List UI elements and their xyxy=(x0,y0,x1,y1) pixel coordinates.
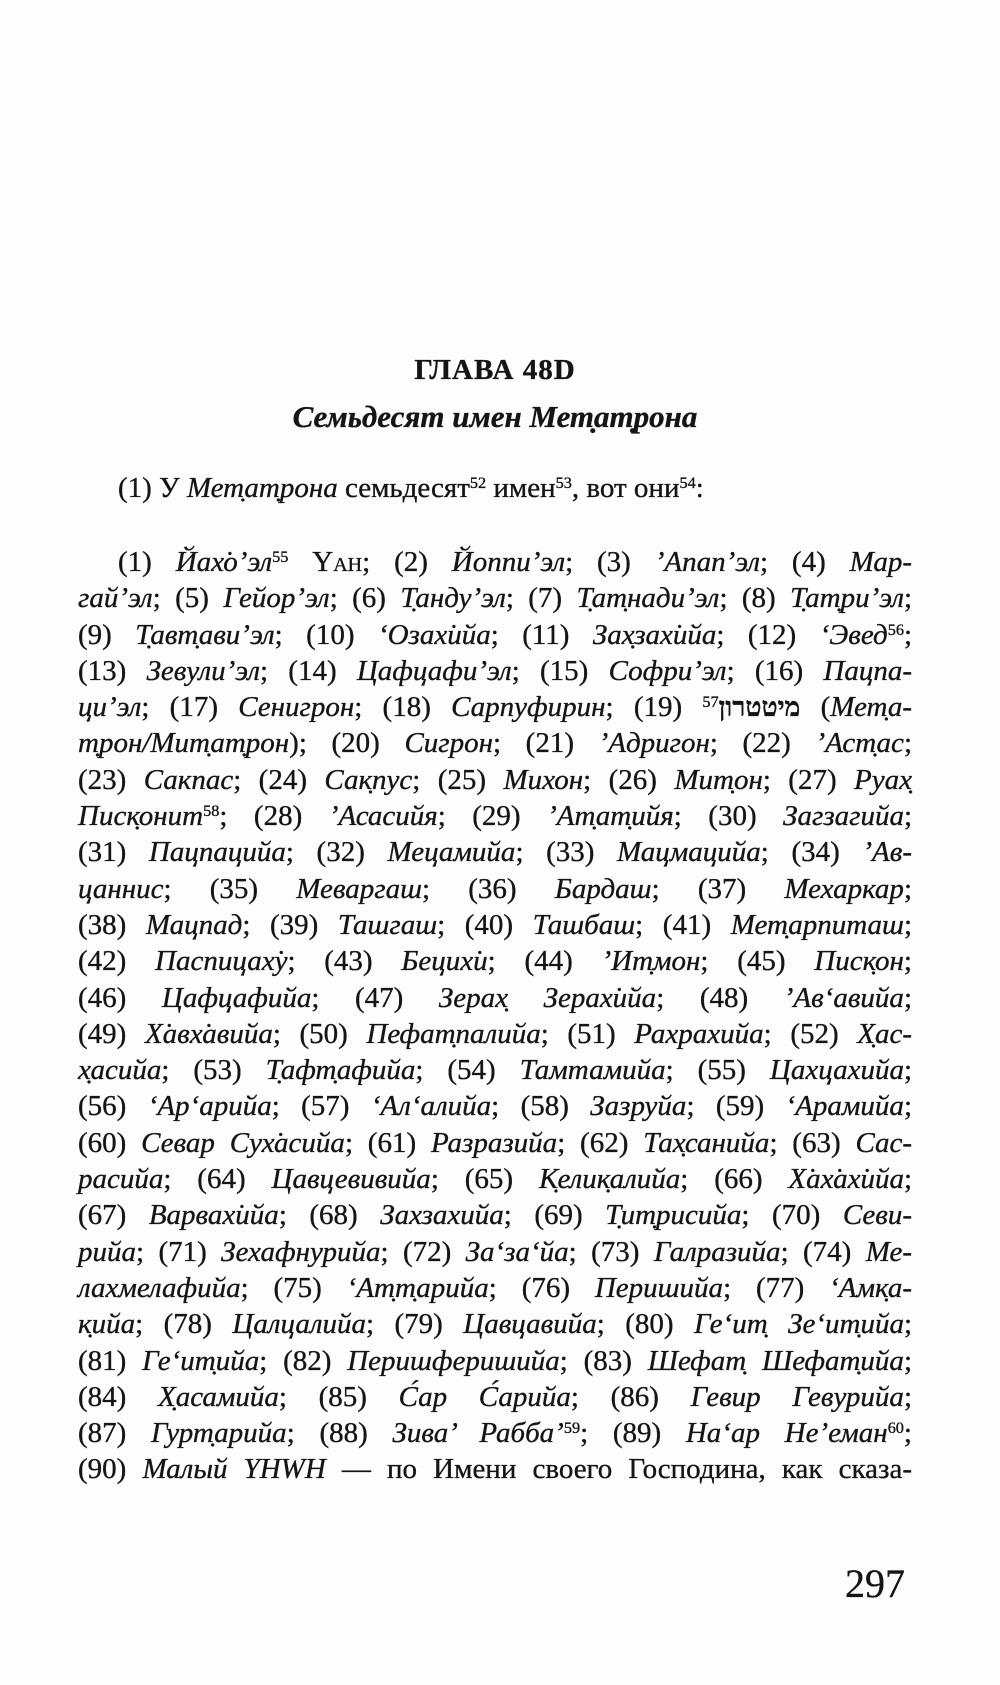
italic-name: ’Адригон xyxy=(598,727,710,760)
italic-name: Ташбаш xyxy=(532,908,636,941)
text-line xyxy=(78,943,912,979)
italic-name: Шефат̣ Шефат̣ийа xyxy=(647,1344,904,1377)
text-line xyxy=(78,1088,912,1124)
text-line xyxy=(78,1125,912,1161)
italic-name: Цахцахийа xyxy=(769,1054,904,1087)
italic-name: Бецих̇и xyxy=(401,945,488,978)
text-run xyxy=(288,546,312,578)
italic-name: С́ар С́арийа xyxy=(398,1380,571,1413)
italic-name: Михон xyxy=(503,763,584,796)
hebrew-word: מיטטרון xyxy=(718,692,801,723)
text-line xyxy=(78,1052,912,1088)
text-run: (56) xyxy=(78,1090,148,1123)
italic-name: х̣асийа xyxy=(78,1054,162,1087)
text-run: ; (54) xyxy=(415,1054,520,1087)
small-caps-text: Yah xyxy=(312,546,363,578)
italic-name: Сенигрон xyxy=(238,691,355,724)
italic-name: Цафцафи’эл xyxy=(356,654,512,687)
text-run: (9) xyxy=(78,618,136,651)
italic-name: ’Ав‘авийа xyxy=(783,981,904,1014)
text-run: ; (45) xyxy=(700,945,815,978)
italic-name: Мехаркар xyxy=(784,872,904,905)
text-run: ; xyxy=(903,1380,912,1413)
footnote-ref: 59 xyxy=(563,1419,581,1438)
text-run: ; (52) xyxy=(763,1017,858,1050)
italic-name: Йоппи’эл xyxy=(451,546,566,578)
text-run: ); (20) xyxy=(289,727,405,760)
italic-name: Зерах̣ Зерах̇ийа xyxy=(438,981,657,1014)
italic-name: Зехафнурийа xyxy=(221,1235,381,1268)
footnote-ref: 58 xyxy=(203,802,220,821)
intro-paragraph xyxy=(118,470,912,506)
text-line xyxy=(78,834,912,870)
italic-name: Бардаш xyxy=(554,872,652,905)
italic-name: Т̣авт̣ави’эл xyxy=(135,618,275,651)
text-run: ; (78) xyxy=(135,1308,233,1341)
text-run: семьдесят xyxy=(337,472,470,504)
text-run: ; xyxy=(903,908,913,941)
italic-name: цаннис xyxy=(78,872,164,905)
text-run: ; (12) xyxy=(716,618,820,651)
text-run: ; (39) xyxy=(242,908,338,941)
text-line xyxy=(78,1016,912,1052)
text-run: ( xyxy=(800,691,831,724)
text-run: ; (69) xyxy=(503,1199,606,1232)
italic-name: Мацмацийа xyxy=(617,836,761,869)
chapter-title: Семьдесят имен Мет̣ат̣рона xyxy=(292,399,698,434)
text-run: ; (76) xyxy=(488,1271,595,1304)
text-run: ; (6) xyxy=(329,582,401,615)
text-run: ; (32) xyxy=(285,836,388,869)
footnote-ref: 53 xyxy=(555,474,572,493)
text-run: ; (58) xyxy=(491,1090,591,1123)
italic-name: ’Ит̣мон xyxy=(601,945,701,978)
italic-name: Захзахийа xyxy=(380,1199,504,1232)
text-run: ; (16) xyxy=(726,654,824,687)
text-run: ; (64) xyxy=(163,1163,272,1196)
italic-name: На‘ар Не’еман xyxy=(685,1417,888,1450)
text-run: ; (47) xyxy=(311,981,439,1014)
text-line xyxy=(78,1415,912,1451)
italic-name: Т̣ат̣нади’эл xyxy=(576,582,720,615)
italic-name: ’Апап’эл xyxy=(654,546,760,578)
text-run: ; (29) xyxy=(437,800,548,833)
text-run: ; (37) xyxy=(651,872,785,905)
italic-name: ’Ат̣ат̣ийя xyxy=(547,800,674,833)
text-run: ; (66) xyxy=(680,1163,789,1196)
text-run: имен xyxy=(486,472,556,504)
text-run: (87) xyxy=(78,1417,152,1450)
text-run: ; (26) xyxy=(583,763,675,796)
italic-name: Гейор’эл xyxy=(223,582,330,615)
text-run: ; (55) xyxy=(665,1054,770,1087)
text-run: ; (61) xyxy=(344,1126,431,1159)
italic-name: Т̣ат̣ри’эл xyxy=(790,582,904,615)
text-run: ; (71) xyxy=(136,1235,222,1268)
text-run: (60) xyxy=(78,1126,142,1159)
italic-name: Т̣анду’эл xyxy=(400,582,506,615)
text-run: ; (27) xyxy=(762,763,855,796)
text-run: ; (53) xyxy=(161,1054,266,1087)
text-run: ; (41) xyxy=(635,908,731,941)
italic-name: Галразийа xyxy=(653,1235,781,1268)
text-run: ; (8) xyxy=(719,582,791,615)
text-run: ; (72) xyxy=(380,1235,466,1268)
text-run: ; (33) xyxy=(515,836,618,869)
text-line xyxy=(78,653,912,689)
text-run: (38) xyxy=(78,908,146,941)
text-line xyxy=(78,1343,912,1379)
italic-name: Зевули’эл xyxy=(146,654,260,687)
text-run: (42) xyxy=(78,945,156,978)
text-run: ; xyxy=(903,1163,913,1196)
text-run: ; (85) xyxy=(278,1380,399,1413)
italic-name: расийа xyxy=(78,1163,164,1196)
italic-name: Цафцафийа xyxy=(161,981,312,1014)
italic-name: гай’эл xyxy=(78,582,153,615)
text-run: ; (88) xyxy=(286,1417,393,1450)
italic-name: Севар Сух̇асийа xyxy=(141,1126,345,1159)
footnote-ref: 57 xyxy=(702,693,719,712)
text-run: (67) xyxy=(78,1199,149,1232)
italic-name: Ге‘ит̣ Зе‘ит̣ийа xyxy=(694,1308,904,1341)
text-run: ; xyxy=(903,1308,913,1341)
italic-name: ‘Ар‘арийа xyxy=(147,1090,272,1123)
text-run: (1) xyxy=(118,546,176,578)
italic-name: К̣елик̣алийа xyxy=(538,1163,681,1196)
text-run: , вот они xyxy=(571,472,680,504)
text-run: ; xyxy=(903,800,913,833)
text-run: ; (65) xyxy=(430,1163,539,1196)
italic-name: Йах̇о’эл xyxy=(175,546,273,578)
footnote-ref: 54 xyxy=(679,474,696,493)
text-run: ; (44) xyxy=(487,945,602,978)
text-line xyxy=(78,1234,912,1270)
text-run: ; (18) xyxy=(354,691,452,724)
text-line xyxy=(78,617,912,653)
text-run: ; (34) xyxy=(760,836,863,869)
text-run: ; (74) xyxy=(780,1235,866,1268)
text-run: ; (50) xyxy=(272,1017,367,1050)
text-line xyxy=(78,980,912,1016)
names-list-paragraph xyxy=(78,544,912,1488)
italic-name: ‘Эвед xyxy=(819,618,888,651)
text-run: ; (63) xyxy=(769,1126,856,1159)
italic-name: Малый YHWH xyxy=(142,1453,326,1486)
footnote-ref: 56 xyxy=(887,620,904,639)
italic-name: Тамтамийа xyxy=(519,1054,666,1087)
italic-name: Ме- xyxy=(865,1235,913,1268)
italic-name: Писк̣онит xyxy=(78,800,204,833)
footnote-ref: 52 xyxy=(469,474,487,493)
italic-name: Мет̣а- xyxy=(830,691,912,724)
text-run: ; (70) xyxy=(741,1199,843,1232)
italic-name: Т̣ит̣рисийа xyxy=(605,1199,742,1232)
text-run: (49) xyxy=(78,1017,145,1050)
text-run: ; (4) xyxy=(759,546,850,578)
text-run: ; (48) xyxy=(656,981,784,1014)
text-run: ; (57) xyxy=(271,1090,371,1123)
italic-name: Х̣ас- xyxy=(857,1017,912,1050)
text-run: (23) xyxy=(78,763,144,796)
italic-name: ’Аст̣ас xyxy=(815,727,904,760)
italic-name: лахмелафийа xyxy=(78,1271,241,1304)
italic-name: Зазруйа xyxy=(590,1090,687,1123)
text-line xyxy=(78,1270,912,1306)
text-run: ; (25) xyxy=(412,763,504,796)
text-run: ; (89) xyxy=(580,1417,686,1450)
text-run: ; (40) xyxy=(437,908,533,941)
text-run: ; xyxy=(903,1417,912,1450)
text-run: ; (82) xyxy=(259,1344,348,1377)
italic-name: За‘за‘йа xyxy=(465,1235,569,1268)
italic-name: Мет̣ат̣рона xyxy=(186,472,338,504)
text-run: ; (79) xyxy=(365,1308,464,1341)
italic-name: Мит̣он xyxy=(674,763,763,796)
text-run: ; (14) xyxy=(260,654,357,687)
text-run: ; xyxy=(903,727,912,760)
text-run: ; xyxy=(903,618,912,651)
text-run: ; (17) xyxy=(141,691,239,724)
italic-name: Мет̣арпиташ xyxy=(730,908,904,941)
text-run: (1) У xyxy=(118,472,187,504)
italic-name: Ге‘ит̣ийа xyxy=(142,1344,260,1377)
text-run: ; (36) xyxy=(422,872,555,905)
italic-name: Софри’эл xyxy=(608,654,727,687)
page-number: 297 xyxy=(845,1561,905,1606)
italic-name: ‘Озах̇ийа xyxy=(377,618,491,651)
italic-name: Сигрон xyxy=(404,727,493,760)
text-line xyxy=(78,580,912,616)
italic-name: ’Ав- xyxy=(862,836,912,869)
italic-name: Пацпацийа xyxy=(148,836,286,869)
text-line xyxy=(78,1306,912,1342)
italic-name: Сарпуфирин xyxy=(451,691,606,724)
text-line xyxy=(78,798,912,834)
italic-name: Севи- xyxy=(842,1199,912,1232)
italic-name: Зах̣зах̇ийа xyxy=(592,618,717,651)
italic-name: ’Асасийя xyxy=(328,800,438,833)
text-run: ; (7) xyxy=(505,582,577,615)
text-run: ; (35) xyxy=(163,872,297,905)
italic-name: Загзагийа xyxy=(783,800,904,833)
italic-name: Пацпа- xyxy=(823,654,913,687)
text-run: ; (2) xyxy=(362,546,452,578)
italic-name: Х̇ах̇ах̇ийа xyxy=(788,1163,904,1196)
italic-name: Разразийа xyxy=(430,1126,558,1159)
chapter-heading: ГЛАВА 48D xyxy=(414,354,576,386)
text-run: ; (51) xyxy=(540,1017,635,1050)
italic-name: Пефат̣палийа xyxy=(366,1017,541,1050)
text-run: ; (68) xyxy=(278,1199,381,1232)
italic-name: Сакпас xyxy=(143,763,234,796)
text-run: ; (43) xyxy=(287,945,402,978)
italic-name: Мецамийа xyxy=(387,836,516,869)
italic-name: к̣ийа xyxy=(78,1308,136,1341)
italic-name: Гевир Гевурийа xyxy=(690,1380,904,1413)
text-line xyxy=(78,871,912,907)
text-run: ; (5) xyxy=(152,582,224,615)
text-run: ; (3) xyxy=(565,546,655,578)
text-run: (84) xyxy=(78,1380,158,1413)
text-line xyxy=(78,907,912,943)
text-line xyxy=(78,1379,912,1415)
italic-name: Цавцавийа xyxy=(463,1308,597,1341)
italic-name: Паспицах̇у xyxy=(155,945,288,978)
italic-name: Меваргаш xyxy=(296,872,422,905)
text-run: — по Имени своего Господина, как сказа- xyxy=(325,1453,912,1486)
italic-name: Х̇авх̇авийа xyxy=(144,1017,273,1050)
text-run: ; xyxy=(903,872,912,905)
italic-name: ци’эл xyxy=(78,691,142,724)
text-run: ; (28) xyxy=(219,800,329,833)
text-run: ; xyxy=(903,981,912,1014)
italic-name: Рахрахийа xyxy=(634,1017,764,1050)
italic-name: Т̣афт̣афийа xyxy=(265,1054,416,1087)
italic-name: Цавцевивийа xyxy=(271,1163,431,1196)
italic-name: рийа xyxy=(78,1235,136,1268)
italic-name: Цалцалийа xyxy=(232,1308,366,1341)
italic-name: Гурт̣арийа xyxy=(151,1417,287,1450)
italic-name: ‘Ал‘алийа xyxy=(370,1090,492,1123)
italic-name: Тах̣санийа xyxy=(643,1126,770,1159)
text-run: (81) xyxy=(78,1344,143,1377)
text-run: ; xyxy=(903,582,913,615)
italic-name: Х̣асамийа xyxy=(158,1380,279,1413)
text-run: (90) xyxy=(78,1453,143,1486)
text-line xyxy=(78,1161,912,1197)
italic-name: Варвах̇ийа xyxy=(148,1199,279,1232)
text-run: ; (11) xyxy=(490,618,593,651)
text-line xyxy=(78,725,912,761)
text-run: ; (24) xyxy=(233,763,325,796)
footnote-ref: 60 xyxy=(887,1419,904,1438)
text-run: ; (73) xyxy=(568,1235,654,1268)
text-run: ; (15) xyxy=(511,654,609,687)
text-line xyxy=(78,762,912,798)
text-run: (46) xyxy=(78,981,162,1014)
text-run: ; (86) xyxy=(570,1380,691,1413)
italic-name: Сас- xyxy=(855,1126,913,1159)
text-run: ; xyxy=(903,945,912,978)
text-run: ; xyxy=(903,1054,913,1087)
text-run: ; (10) xyxy=(274,618,378,651)
text-run: ; (22) xyxy=(709,727,816,760)
italic-name: Ташгаш xyxy=(337,908,438,941)
italic-name: Зива’ Рабба’ xyxy=(392,1417,564,1450)
italic-name: ‘Амк̣а- xyxy=(829,1271,912,1304)
text-run: ; (30) xyxy=(673,800,784,833)
italic-name: Мацпад xyxy=(145,908,243,941)
footnote-ref: 55 xyxy=(272,548,289,567)
text-line xyxy=(78,1451,912,1487)
text-run: (13) xyxy=(78,654,147,687)
text-line xyxy=(78,689,912,725)
text-run: ; (77) xyxy=(723,1271,830,1304)
text-run: : xyxy=(695,472,704,504)
italic-name: Руах̣ xyxy=(854,763,912,796)
italic-name: Писк̣он xyxy=(814,945,904,978)
italic-name: ‘Арамийа xyxy=(785,1090,904,1123)
text-run: ; (80) xyxy=(596,1308,695,1341)
italic-name: ‘Ат̣т̣арийа xyxy=(346,1271,489,1304)
text-run: ; (62) xyxy=(557,1126,644,1159)
italic-name: Перишферишийа xyxy=(347,1344,560,1377)
text-run: ; (19) xyxy=(605,691,703,724)
text-run: ; (75) xyxy=(240,1271,347,1304)
text-run: ; (21) xyxy=(492,727,599,760)
text-line xyxy=(78,1197,912,1233)
text-run: ; (83) xyxy=(559,1344,648,1377)
italic-name: т̣рон/Мит̣ат̣рон xyxy=(78,727,290,760)
italic-name: Перишийа xyxy=(594,1271,724,1304)
italic-name: Сак̣пус xyxy=(324,763,413,796)
text-run: ; (59) xyxy=(686,1090,786,1123)
text-line xyxy=(78,544,912,580)
text-run: ; xyxy=(903,1344,912,1377)
text-run: (31) xyxy=(78,836,149,869)
italic-name: Мар- xyxy=(849,546,913,578)
text-run: ; xyxy=(903,1090,912,1123)
